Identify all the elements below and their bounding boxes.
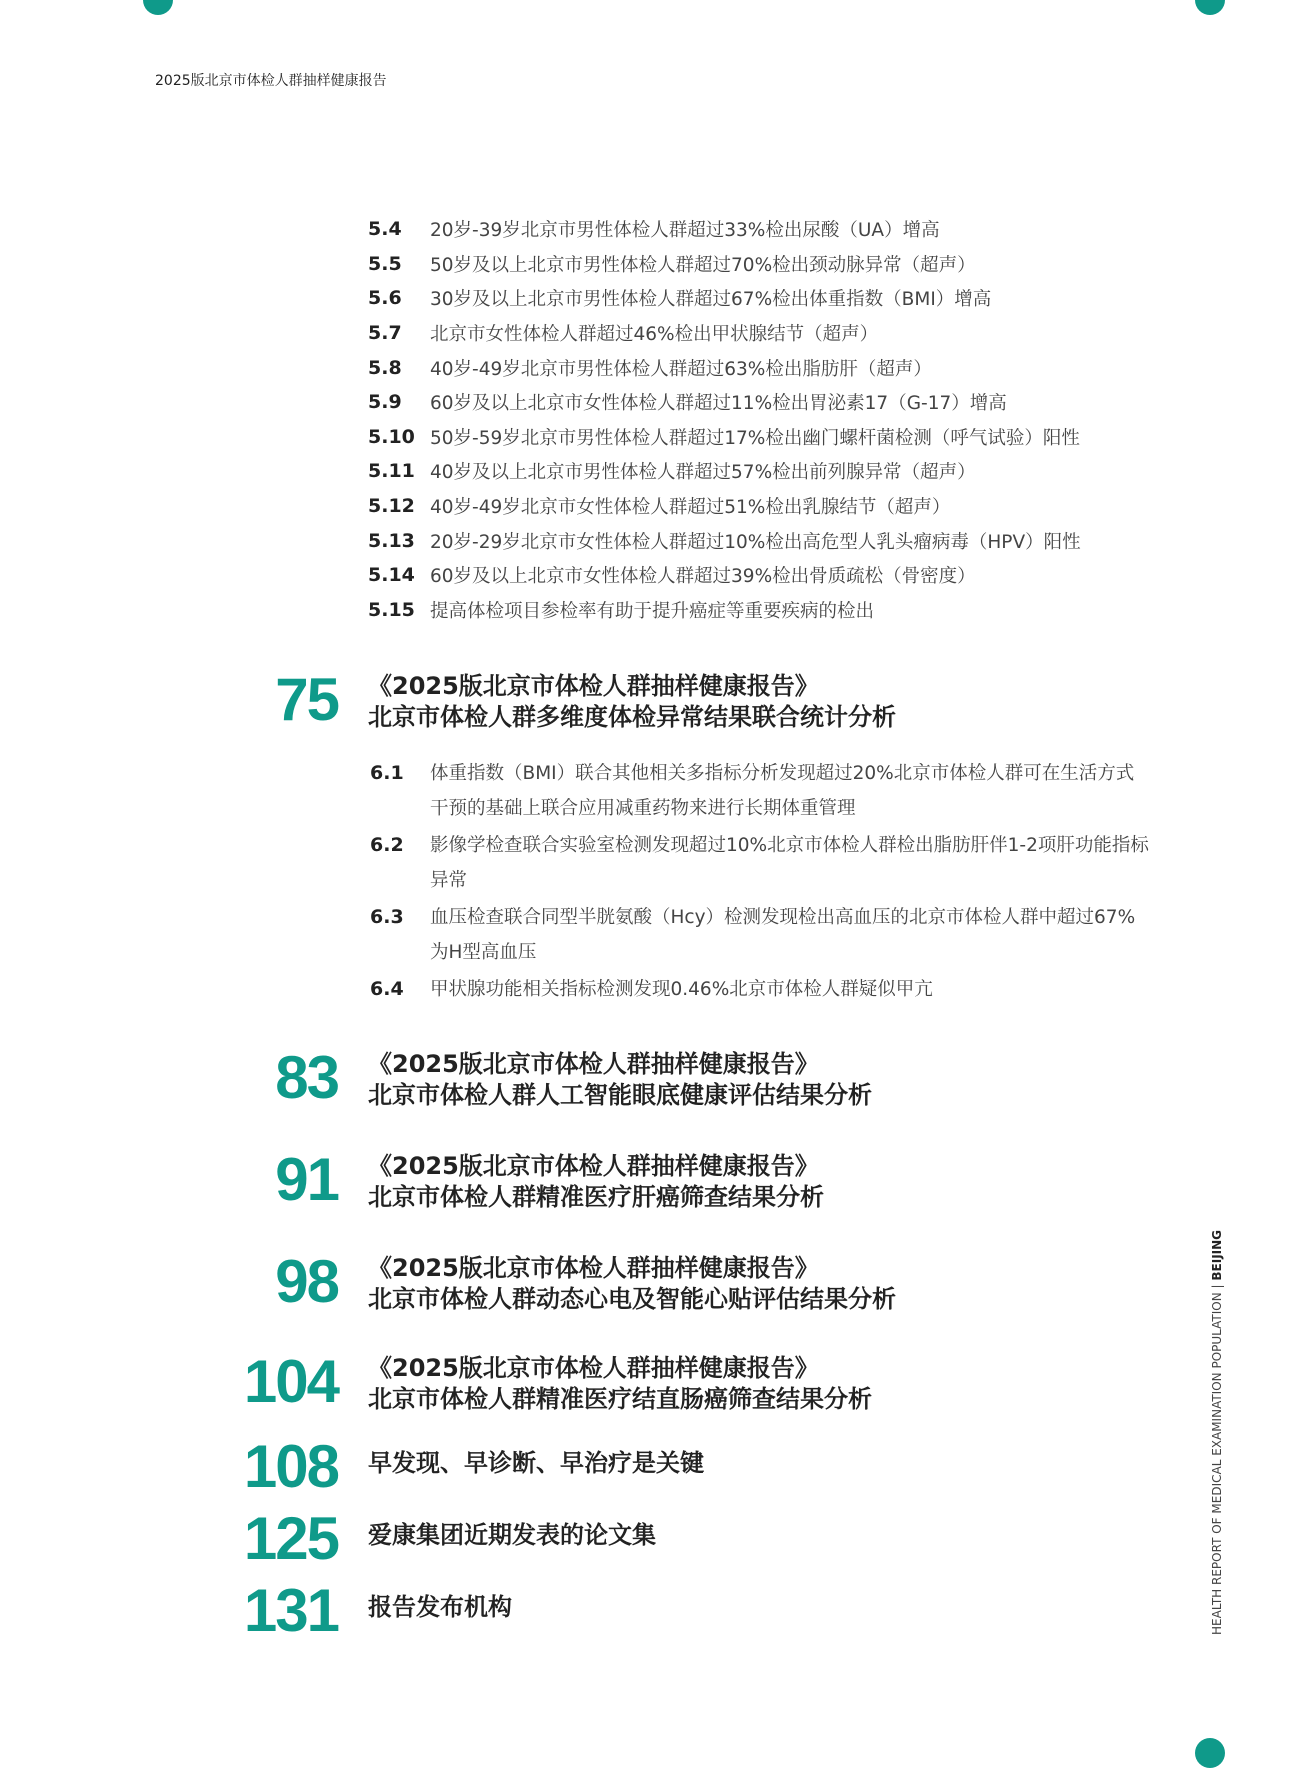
item-text: 血压检查联合同型半胱氨酸（Hcy）检测发现检出高血压的北京市体检人群中超过67%为H型高血压 [430,907,1136,963]
chapter-title-line2: 北京市体检人群精准医疗肝癌筛查结果分析 [368,1183,824,1211]
chapter-title-line1: 《2025版北京市体检人群抽样健康报告》 [368,1254,819,1282]
chapter-title-line2: 北京市体检人群多维度体检异常结果联合统计分析 [368,703,896,731]
item-number: 5.14 [368,564,415,587]
item-number: 5.13 [368,529,415,552]
chapter-page-number: 91 [275,1146,338,1213]
chapter-title [368,1520,656,1551]
side-text-separator: | [1210,1284,1224,1289]
item-text: 影像学检查联合实验室检测发现超过10%北京市体检人群检出脂肪肝伴1-2项肝功能指标异常 [430,835,1149,891]
item-text: 20岁-39岁北京市男性体检人群超过33%检出尿酸（UA）增高 [430,220,940,242]
toc-item[interactable] [368,523,1158,558]
toc-item[interactable] [368,385,1158,420]
chapter-title-line2: 北京市体检人群动态心电及智能心贴评估结果分析 [368,1285,896,1313]
item-text: 20岁-29岁北京市女性体检人群超过10%检出高危型人乳头瘤病毒（HPV）阳性 [430,531,1081,553]
toc-item[interactable] [370,900,1150,970]
side-text-city: BEIJING [1210,1229,1224,1281]
chapter-page-number: 98 [275,1248,338,1315]
chapter-page-number: 83 [275,1044,338,1111]
toc-item[interactable] [368,350,1158,385]
item-text: 30岁及以上北京市男性体检人群超过67%检出体重指数（BMI）增高 [430,289,992,311]
chapter-title-line1: 爱康集团近期发表的论文集 [368,1521,656,1549]
item-number: 5.11 [368,460,415,483]
chapter-title [368,1253,896,1315]
item-text: 40岁-49岁北京市男性体检人群超过63%检出脂肪肝（超声） [430,358,932,380]
toc-item[interactable] [368,489,1158,524]
toc-item[interactable] [368,454,1158,489]
item-number: 5.5 [368,252,402,275]
side-text-main: HEALTH REPORT OF MEDICAL EXAMINATION POPULATION [1210,1292,1224,1635]
item-number: 6.4 [370,978,404,1000]
chapter-title-line1: 《2025版北京市体检人群抽样健康报告》 [368,1050,819,1078]
chapter-title-line1: 《2025版北京市体检人群抽样健康报告》 [368,1354,819,1382]
item-text: 北京市女性体检人群超过46%检出甲状腺结节（超声） [430,324,879,346]
item-text: 60岁及以上北京市女性体检人群超过39%检出骨质疏松（骨密度） [430,566,976,588]
item-text: 40岁及以上北京市男性体检人群超过57%检出前列腺异常（超声） [430,462,976,484]
item-number: 6.2 [370,834,404,856]
chapter-page-number: 108 [243,1433,338,1500]
section6-list [370,756,1150,1009]
item-text: 提高体检项目参检率有助于提升癌症等重要疾病的检出 [430,600,875,622]
toc-item[interactable] [368,247,1158,282]
item-text: 40岁-49岁北京市女性体检人群超过51%检出乳腺结节（超声） [430,497,951,519]
chapter-page-number: 104 [243,1348,338,1415]
toc-item[interactable] [368,593,1158,628]
chapter-title-line2: 北京市体检人群人工智能眼底健康评估结果分析 [368,1081,872,1109]
side-vertical-text [1210,1230,1224,1635]
toc-item[interactable] [368,212,1158,247]
chapter-title-line1: 报告发布机构 [368,1593,512,1621]
toc-item[interactable] [370,756,1150,826]
toc-item[interactable] [368,420,1158,455]
corner-dot-top-right [1195,0,1225,15]
item-number: 5.7 [368,322,402,345]
chapter-page-number: 125 [243,1505,338,1572]
item-text: 60岁及以上北京市女性体检人群超过11%检出胃泌素17（G-17）增高 [430,393,1007,415]
chapter-title [368,1151,824,1213]
corner-dot-bottom-right [1195,1738,1225,1768]
item-number: 5.12 [368,495,415,518]
chapter-title-line1: 《2025版北京市体检人群抽样健康报告》 [368,1152,819,1180]
toc-item[interactable] [368,316,1158,351]
chapter-title [368,1353,872,1415]
item-number: 5.6 [368,287,402,310]
toc-item[interactable] [370,972,1150,1007]
section5-list [368,212,1158,627]
item-number: 6.1 [370,762,404,784]
item-number: 5.15 [368,598,415,621]
chapter-title-line1: 早发现、早诊断、早治疗是关键 [368,1449,704,1477]
chapter-page-number: 75 [275,666,338,733]
toc-item[interactable] [368,281,1158,316]
item-number: 5.8 [368,356,402,379]
toc-item[interactable] [368,558,1158,593]
chapter-title [368,1448,704,1479]
item-text: 50岁及以上北京市男性体检人群超过70%检出颈动脉异常（超声） [430,254,976,276]
item-number: 5.9 [368,391,402,414]
chapter-title [368,671,896,733]
item-text: 50岁-59岁北京市男性体检人群超过17%检出幽门螺杆菌检测（呼气试验）阳性 [430,427,1080,449]
chapter-title [368,1592,512,1623]
chapter-title-line1: 《2025版北京市体检人群抽样健康报告》 [368,672,819,700]
item-text: 体重指数（BMI）联合其他相关多指标分析发现超过20%北京市体检人群可在生活方式干预的基础上联合应用减重药物来进行长期体重管理 [430,763,1135,819]
item-number: 5.4 [368,218,402,241]
chapter-title-line2: 北京市体检人群精准医疗结直肠癌筛查结果分析 [368,1385,872,1413]
page-header: 2025版北京市体检人群抽样健康报告 [155,73,387,89]
toc-item[interactable] [370,828,1150,898]
item-number: 6.3 [370,906,404,928]
item-text: 甲状腺功能相关指标检测发现0.46%北京市体检人群疑似甲亢 [430,979,933,1000]
chapter-title [368,1049,872,1111]
item-number: 5.10 [368,425,415,448]
chapter-page-number: 131 [243,1577,338,1644]
corner-dot-top-left [143,0,173,15]
